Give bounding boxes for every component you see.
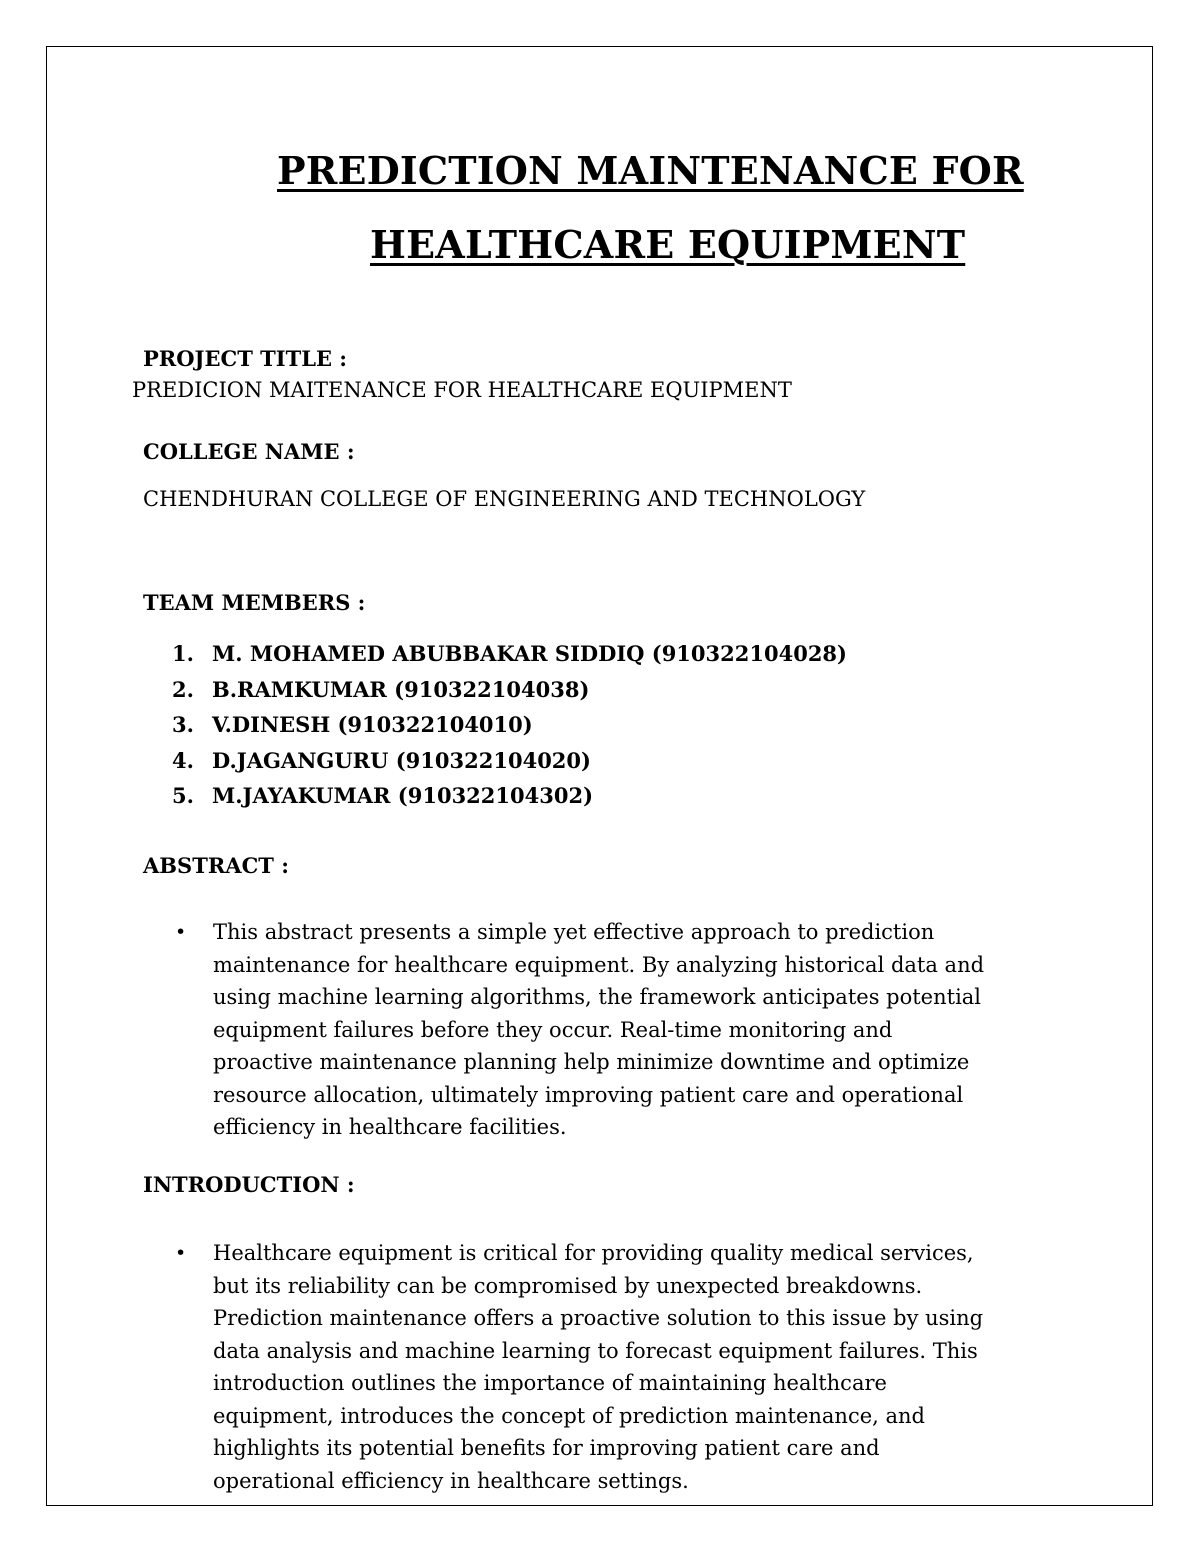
- abstract-text: This abstract presents a simple yet effective approach to prediction maintenance for healthcare equipment. By analyzing historical data and using machine learning algorithms, the framework anticipates potential equipment failures before they occur. Real-time monitoring and proactive maintenance planning help minimize downtime and optimize resource allocation, ultimately improving patient care and operational efficiency in healthcare facilities.: [213, 920, 985, 1139]
- document-title-line-2: HEALTHCARE EQUIPMENT: [370, 222, 966, 267]
- college-name-value: CHENDHURAN COLLEGE OF ENGINEERING AND TECHNOLOGY: [143, 487, 866, 511]
- introduction-label: INTRODUCTION :: [143, 1172, 355, 1197]
- college-name-label: COLLEGE NAME :: [143, 439, 355, 464]
- team-member: 2. B.RAMKUMAR (910322104038): [172, 676, 590, 702]
- bullet-icon: •: [175, 921, 187, 943]
- project-title-value: PREDICION MAITENANCE FOR HEALTHCARE EQUIPMENT: [132, 378, 792, 402]
- team-member: 1. M. MOHAMED ABUBBAKAR SIDDIQ (910322104028): [172, 641, 847, 666]
- team-member: 4. D.JAGANGURU (910322104020): [172, 747, 591, 773]
- introduction-text: Healthcare equipment is critical for providing quality medical services, but its reliability can be compromised by unexpected breakdowns. Prediction maintenance offers a proactive solution to this issue by using data analysis and machine learning to forecast equipment failures. This introduction outlines the importance of maintaining healthcare equipment, introduces the concept of prediction maintenance, and highlights its potential benefits for improving patient care and operational efficiency in healthcare settings.: [213, 1241, 984, 1493]
- introduction-bullet: [175, 1237, 1075, 1497]
- team-members-list: [172, 636, 847, 814]
- project-title-label: PROJECT TITLE :: [143, 346, 348, 371]
- document-title-line-1: PREDICTION MAINTENANCE FOR: [277, 148, 1024, 193]
- abstract-label: ABSTRACT :: [143, 853, 289, 878]
- abstract-bullet: [175, 916, 1075, 1144]
- team-member: 5. M.JAYAKUMAR (910322104302): [172, 783, 594, 808]
- team-members-label: TEAM MEMBERS :: [143, 590, 366, 615]
- team-member: 3. V.DINESH (910322104010): [172, 712, 533, 737]
- bullet-icon: •: [175, 1242, 187, 1264]
